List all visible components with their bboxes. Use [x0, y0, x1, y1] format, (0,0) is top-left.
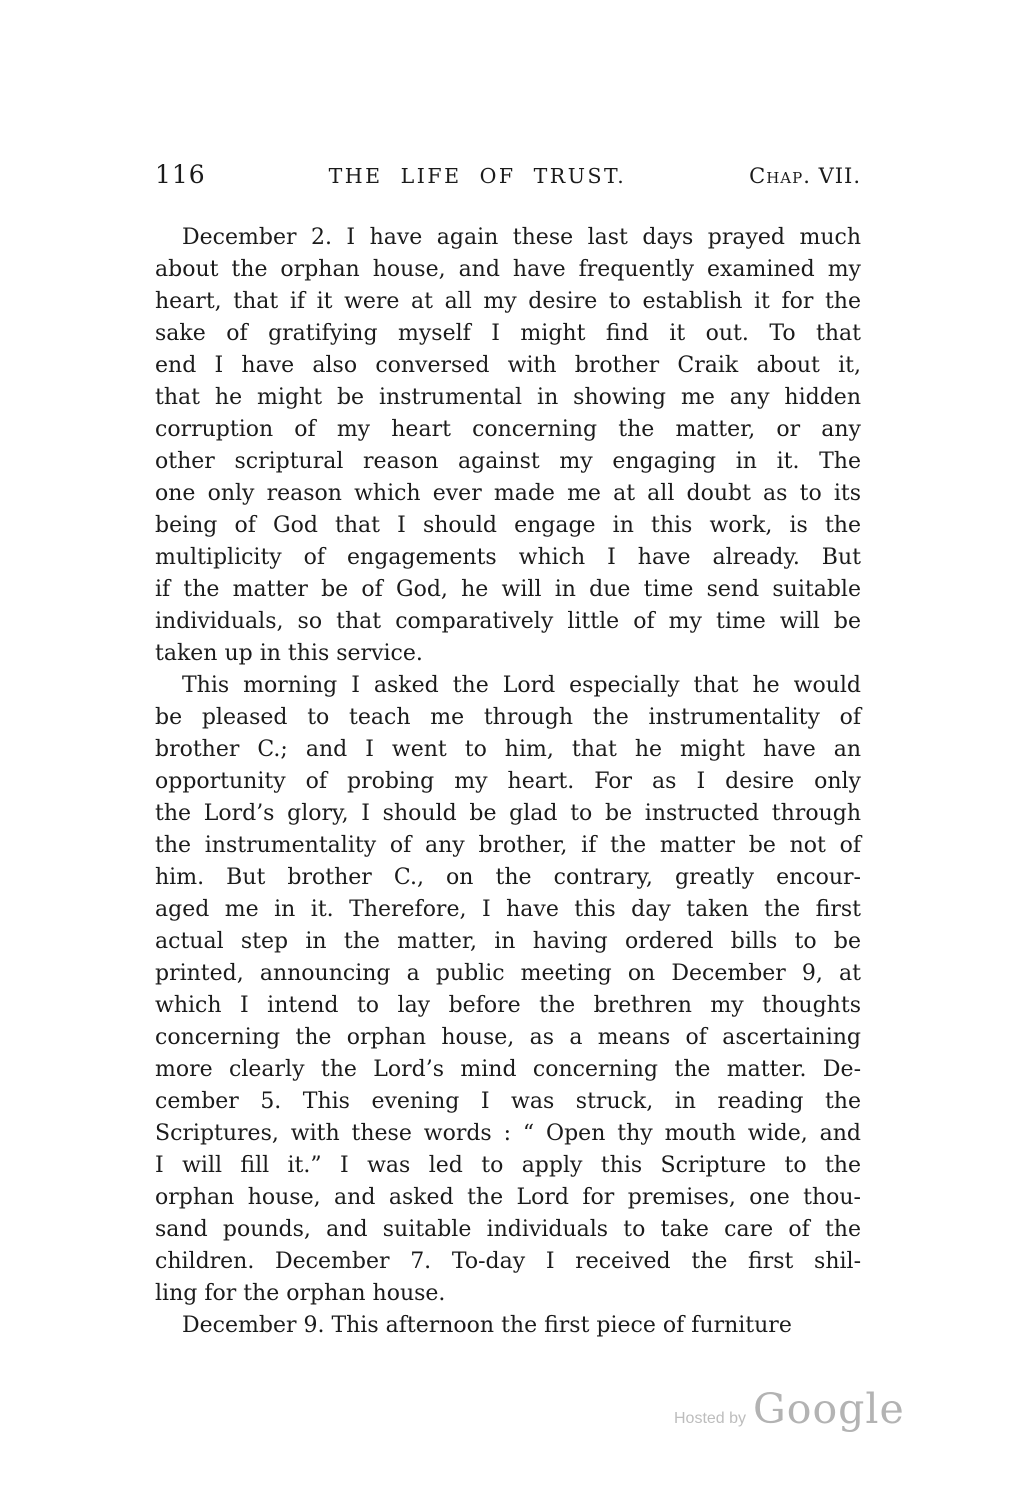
text-line: individuals, so that comparatively little of my time will be [155, 609, 861, 634]
text-line: which I intend to lay before the brethren my thoughts [155, 993, 861, 1018]
text-line: that he might be instrumental in showing me any hidden [155, 385, 861, 410]
text-line: more clearly the Lord’s mind concerning the matter. De- [155, 1057, 861, 1082]
text-line: orphan house, and asked the Lord for premises, one thou- [155, 1185, 861, 1210]
text-line: heart, that if it were at all my desire to establish it for the [155, 289, 861, 314]
text-line: him. But brother C., on the contrary, greatly encour- [155, 865, 861, 890]
text-line: one only reason which ever made me at all doubt as to its [155, 481, 861, 506]
text-line: I will fill it.” I was led to apply this Scripture to the [155, 1153, 861, 1178]
page-number: 116 [155, 160, 206, 189]
page-content [155, 160, 861, 1342]
running-header [155, 160, 861, 190]
google-logo: Google [753, 1385, 905, 1433]
page-body [155, 222, 861, 1342]
text-line: being of God that I should engage in this work, is the [155, 513, 861, 538]
text-line: if the matter be of God, he will in due time send suitable [155, 577, 861, 602]
text-line: sand pounds, and suitable individuals to take care of the [155, 1217, 861, 1242]
text-line: children. December 7. To-day I received the first shil- [155, 1249, 861, 1274]
text-line: Scriptures, with these words : “ Open thy mouth wide, and [155, 1121, 861, 1146]
hosted-by-label: Hosted by [674, 1410, 747, 1427]
paragraph [155, 222, 861, 670]
text-line: corruption of my heart concerning the matter, or any [155, 417, 861, 442]
text-line: concerning the orphan house, as a means of ascertaining [155, 1025, 861, 1050]
text-line: December 9. This afternoon the first piece of furniture [182, 1313, 792, 1338]
paragraph [155, 670, 861, 1310]
text-line: brother C.; and I went to him, that he might have an [155, 737, 861, 762]
text-line: cember 5. This evening I was struck, in reading the [155, 1089, 861, 1114]
paragraph [155, 1310, 861, 1342]
text-line: sake of gratifying myself I might find it out. To that [155, 321, 861, 346]
chapter-label: Chap. VII. [749, 164, 861, 188]
text-line: the Lord’s glory, I should be glad to be instructed through [155, 801, 861, 826]
text-line: about the orphan house, and have frequently examined my [155, 257, 861, 282]
text-line: be pleased to teach me through the instrumentality of [155, 705, 861, 730]
text-line: actual step in the matter, in having ordered bills to be [155, 929, 861, 954]
text-line: opportunity of probing my heart. For as I desire only [155, 769, 861, 794]
text-line: the instrumentality of any brother, if the matter be not of [155, 833, 861, 858]
text-line: end I have also conversed with brother Craik about it, [155, 353, 861, 378]
text-line: other scriptural reason against my engaging in it. The [155, 449, 861, 474]
text-line: aged me in it. Therefore, I have this day taken the first [155, 897, 861, 922]
text-line: taken up in this service. [155, 641, 423, 666]
google-watermark [674, 1385, 905, 1433]
text-line: This morning I asked the Lord especially that he would [182, 673, 861, 698]
running-title: THE LIFE OF TRUST. [328, 164, 627, 188]
text-line: December 2. I have again these last days prayed much [182, 225, 861, 250]
text-line: printed, announcing a public meeting on December 9, at [155, 961, 861, 986]
text-line: ling for the orphan house. [155, 1281, 446, 1306]
text-line: multiplicity of engagements which I have already. But [155, 545, 861, 570]
